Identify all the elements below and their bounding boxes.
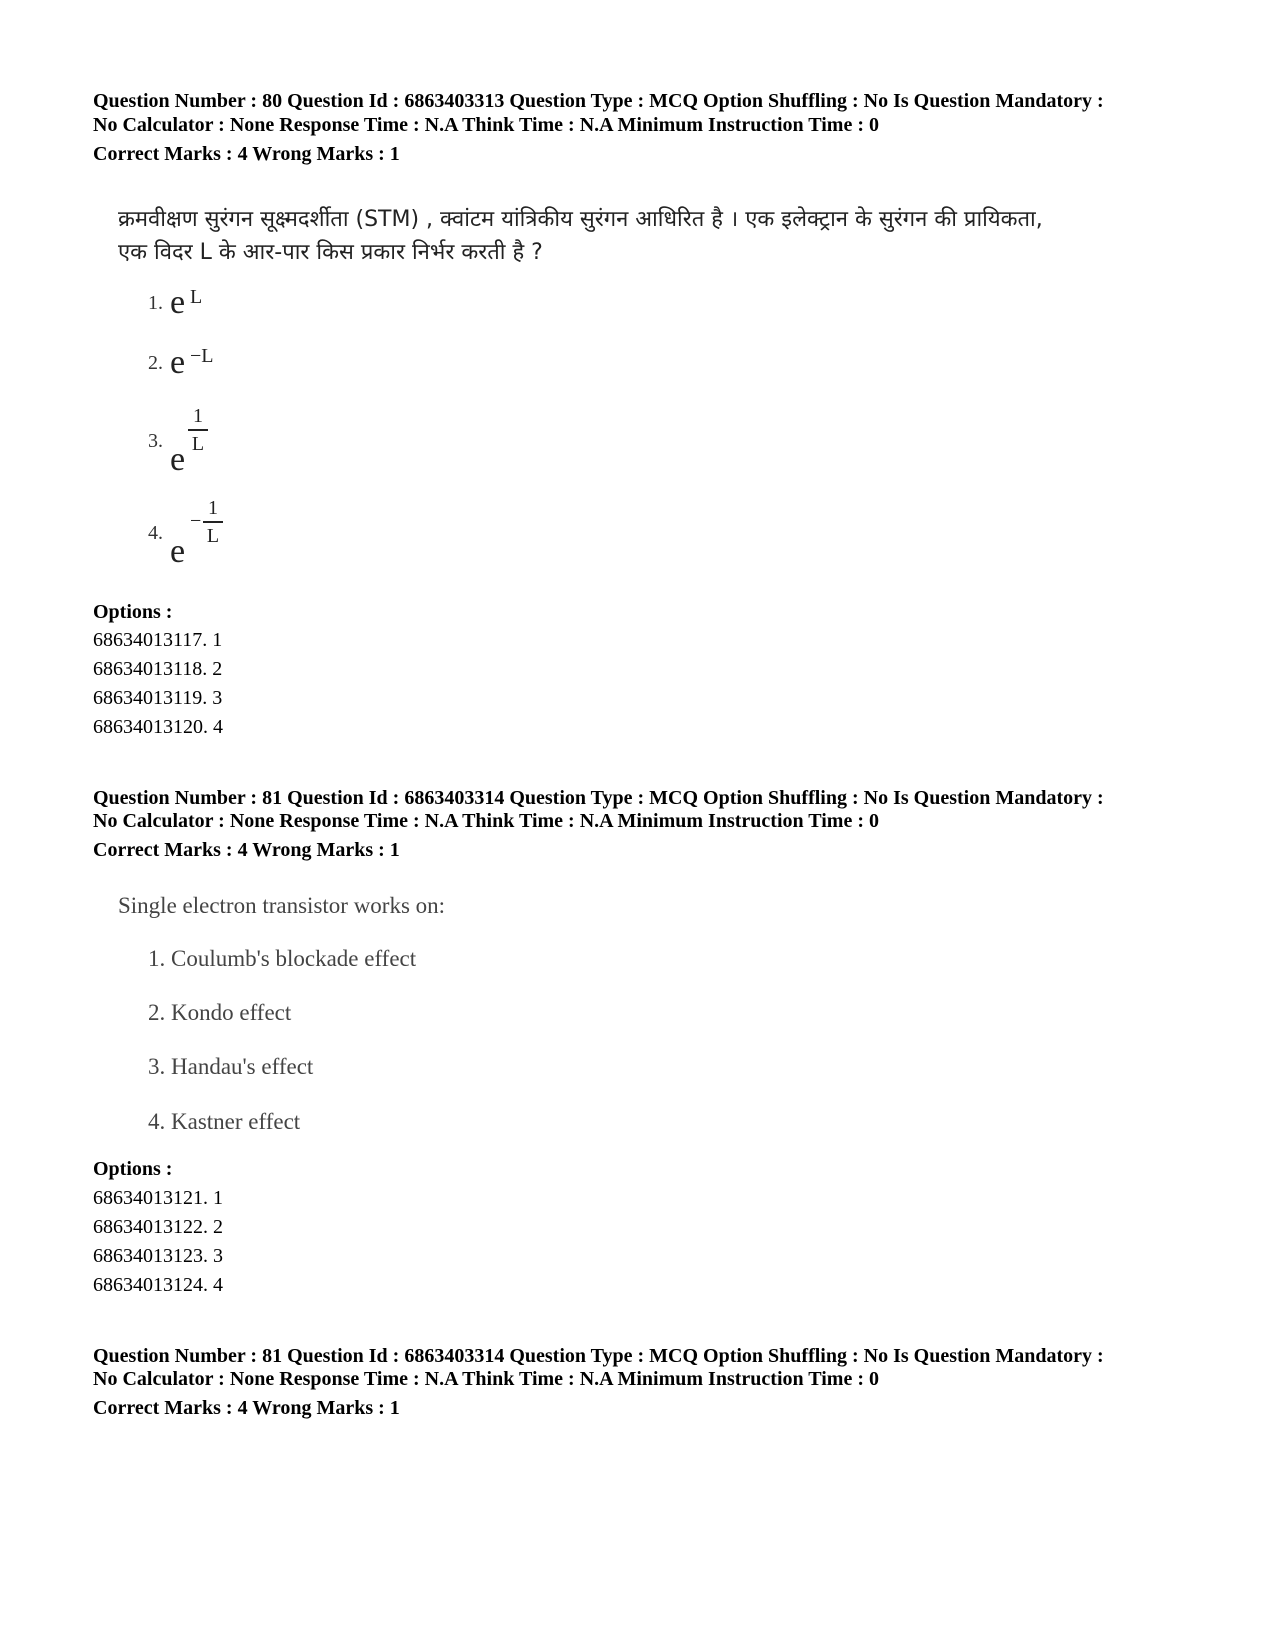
q80-question-line2: एक विदर L के आर-पार किस प्रकार निर्भर करती है ?	[118, 240, 543, 265]
q80-choice2-exponent: −L	[190, 345, 214, 367]
q80-choice3-base: e	[170, 441, 186, 478]
q80-choice4-exponent-sign: −	[190, 510, 202, 532]
q80-question-line1: क्रमवीक्षण सुरंगन सूक्ष्मदर्शीता (STM) , क्वांटम यांत्रिकीय सुरंगन आधिरित है । एक इलेक्ट्रान के सुरंगन की प्रायिकता,	[118, 207, 1043, 232]
q80-meta-line1: Question Number : 80 Question Id : 6863403313 Question Type : MCQ Option Shuffling : No Is Question Mandatory :	[93, 90, 1104, 112]
q81-option-1: 68634013121. 1	[93, 1187, 223, 1209]
q81-options-label: Options :	[93, 1158, 173, 1180]
q81-choice-4: 4. Kastner effect	[148, 1109, 301, 1134]
fraction-bar	[188, 429, 208, 431]
q80-option-4: 68634013120. 4	[93, 716, 223, 738]
q80-meta-line2: No Calculator : None Response Time : N.A Think Time : N.A Minimum Instruction Time : 0	[93, 114, 879, 136]
q81-choice-2: 2. Kondo effect	[148, 1000, 292, 1025]
q80-choice1-base: e	[170, 284, 186, 321]
q80-option-3: 68634013119. 3	[93, 687, 223, 709]
q81-choice-3: 3. Handau's effect	[148, 1054, 314, 1079]
q80-choice3-exponent-fraction	[188, 405, 208, 455]
q80-choice4-number: 4.	[148, 522, 163, 544]
q81-repeat-meta-line2: No Calculator : None Response Time : N.A Think Time : N.A Minimum Instruction Time : 0	[93, 1368, 879, 1390]
q80-choice2-number: 2.	[148, 352, 163, 374]
q81-question: Single electron transistor works on:	[118, 893, 446, 918]
q80-option-1: 68634013117. 1	[93, 629, 223, 651]
q80-choice2-base: e	[170, 344, 186, 381]
q81-option-4: 68634013124. 4	[93, 1274, 223, 1296]
q81-option-3: 68634013123. 3	[93, 1245, 223, 1267]
q81-meta-line2: No Calculator : None Response Time : N.A Think Time : N.A Minimum Instruction Time : 0	[93, 810, 879, 832]
q81-repeat-marks: Correct Marks : 4 Wrong Marks : 1	[93, 1397, 400, 1419]
q80-marks: Correct Marks : 4 Wrong Marks : 1	[93, 143, 400, 165]
q81-option-2: 68634013122. 2	[93, 1216, 223, 1238]
q80-choice1-number: 1.	[148, 292, 163, 314]
fraction-numerator: 1	[208, 497, 218, 519]
q80-choice4-exponent-fraction	[203, 497, 223, 547]
q80-options-label: Options :	[93, 601, 173, 623]
q80-option-2: 68634013118. 2	[93, 658, 223, 680]
fraction-bar	[203, 521, 223, 523]
fraction-denominator: L	[191, 432, 205, 455]
fraction-numerator: 1	[193, 405, 203, 427]
q81-choice-1: 1. Coulumb's blockade effect	[148, 946, 417, 971]
q81-meta-line1: Question Number : 81 Question Id : 6863403314 Question Type : MCQ Option Shuffling : No Is Question Mandatory :	[93, 787, 1104, 809]
q81-marks: Correct Marks : 4 Wrong Marks : 1	[93, 839, 400, 861]
fraction-denominator: L	[206, 524, 220, 547]
q80-choice3-number: 3.	[148, 430, 163, 452]
q81-repeat-meta-line1: Question Number : 81 Question Id : 6863403314 Question Type : MCQ Option Shuffling : No Is Question Mandatory :	[93, 1345, 1104, 1367]
q80-choice1-exponent: L	[190, 286, 203, 308]
q80-choice4-base: e	[170, 533, 186, 570]
